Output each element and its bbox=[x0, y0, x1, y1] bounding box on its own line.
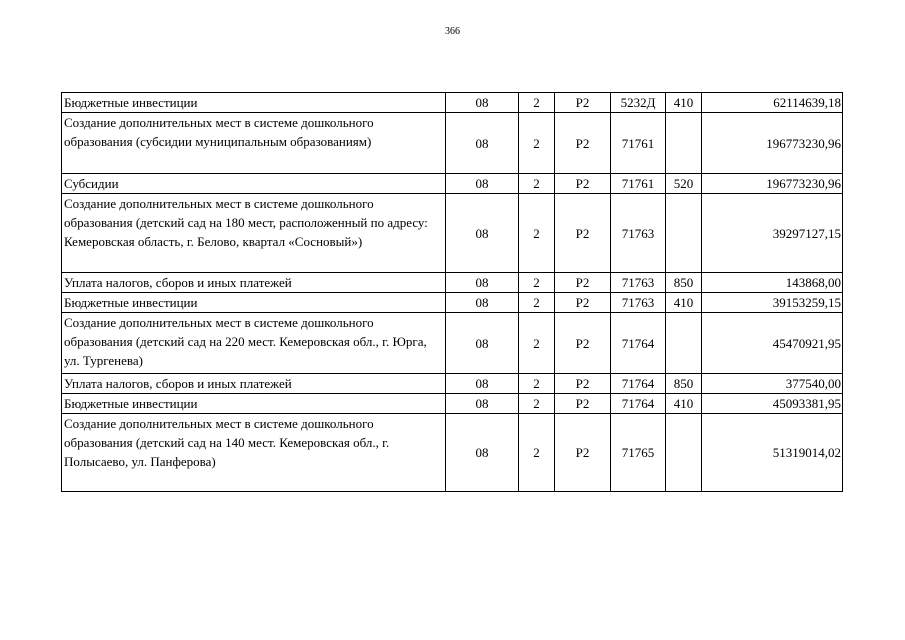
row-section: 08 bbox=[446, 374, 519, 394]
budget-table-body bbox=[62, 93, 843, 492]
page-number: 366 bbox=[445, 26, 460, 37]
table-row bbox=[62, 93, 843, 113]
row-section: 08 bbox=[446, 194, 519, 273]
row-program: P2 bbox=[555, 374, 611, 394]
row-direction: 71764 bbox=[611, 394, 666, 414]
row-program: P2 bbox=[555, 414, 611, 492]
row-section: 08 bbox=[446, 174, 519, 194]
row-direction: 71763 bbox=[611, 273, 666, 293]
table-row bbox=[62, 414, 843, 492]
row-program: P2 bbox=[555, 93, 611, 113]
row-subsection: 2 bbox=[519, 273, 555, 293]
row-expense-type bbox=[666, 414, 702, 492]
row-expense-type bbox=[666, 313, 702, 374]
row-section: 08 bbox=[446, 414, 519, 492]
row-subsection: 2 bbox=[519, 174, 555, 194]
row-name: Бюджетные инвестиции bbox=[62, 93, 446, 113]
row-direction: 71763 bbox=[611, 293, 666, 313]
table-row bbox=[62, 374, 843, 394]
row-expense-type: 850 bbox=[666, 273, 702, 293]
row-section: 08 bbox=[446, 313, 519, 374]
row-direction: 71761 bbox=[611, 174, 666, 194]
row-subsection: 2 bbox=[519, 313, 555, 374]
row-name: Создание дополнительных мест в системе дошкольного образования (детский сад на 140 мест. Кемеровская обл., г. Полысаево, ул. Панферова) bbox=[62, 414, 446, 492]
row-amount: 377540,00 bbox=[702, 374, 843, 394]
row-direction: 71763 bbox=[611, 194, 666, 273]
row-program: P2 bbox=[555, 313, 611, 374]
row-section: 08 bbox=[446, 113, 519, 174]
row-name: Уплата налогов, сборов и иных платежей bbox=[62, 273, 446, 293]
row-expense-type bbox=[666, 194, 702, 273]
row-direction: 71764 bbox=[611, 374, 666, 394]
row-direction: 71761 bbox=[611, 113, 666, 174]
row-direction: 71765 bbox=[611, 414, 666, 492]
table-row bbox=[62, 394, 843, 414]
row-program: P2 bbox=[555, 113, 611, 174]
row-section: 08 bbox=[446, 93, 519, 113]
row-direction: 5232Д bbox=[611, 93, 666, 113]
row-name: Создание дополнительных мест в системе дошкольного образования (детский сад на 220 мест. Кемеровская обл., г. Юрга, ул. Тургенева) bbox=[62, 313, 446, 374]
row-amount: 196773230,96 bbox=[702, 174, 843, 194]
table-row bbox=[62, 194, 843, 273]
row-name: Создание дополнительных мест в системе дошкольного образования (детский сад на 180 мест, расположенный по адресу: Кемеровская область, г. Белово, квартал «Сосновый») bbox=[62, 194, 446, 273]
row-amount: 45093381,95 bbox=[702, 394, 843, 414]
row-program: P2 bbox=[555, 273, 611, 293]
row-subsection: 2 bbox=[519, 394, 555, 414]
row-program: P2 bbox=[555, 194, 611, 273]
row-name: Уплата налогов, сборов и иных платежей bbox=[62, 374, 446, 394]
budget-table bbox=[61, 92, 843, 492]
row-section: 08 bbox=[446, 293, 519, 313]
row-expense-type: 850 bbox=[666, 374, 702, 394]
row-name: Субсидии bbox=[62, 174, 446, 194]
row-program: P2 bbox=[555, 293, 611, 313]
row-amount: 39153259,15 bbox=[702, 293, 843, 313]
row-section: 08 bbox=[446, 273, 519, 293]
table-row bbox=[62, 174, 843, 194]
row-subsection: 2 bbox=[519, 374, 555, 394]
row-expense-type: 410 bbox=[666, 394, 702, 414]
row-expense-type: 410 bbox=[666, 293, 702, 313]
row-name: Бюджетные инвестиции bbox=[62, 394, 446, 414]
row-amount: 143868,00 bbox=[702, 273, 843, 293]
row-subsection: 2 bbox=[519, 414, 555, 492]
row-subsection: 2 bbox=[519, 293, 555, 313]
row-subsection: 2 bbox=[519, 93, 555, 113]
row-program: P2 bbox=[555, 174, 611, 194]
table-row bbox=[62, 313, 843, 374]
row-amount: 39297127,15 bbox=[702, 194, 843, 273]
table-row bbox=[62, 293, 843, 313]
row-amount: 62114639,18 bbox=[702, 93, 843, 113]
table-row bbox=[62, 113, 843, 174]
row-subsection: 2 bbox=[519, 194, 555, 273]
row-amount: 51319014,02 bbox=[702, 414, 843, 492]
row-subsection: 2 bbox=[519, 113, 555, 174]
row-amount: 45470921,95 bbox=[702, 313, 843, 374]
row-name: Создание дополнительных мест в системе дошкольного образования (субсидии муниципальным образованиям) bbox=[62, 113, 446, 174]
row-program: P2 bbox=[555, 394, 611, 414]
row-expense-type: 410 bbox=[666, 93, 702, 113]
row-amount: 196773230,96 bbox=[702, 113, 843, 174]
row-section: 08 bbox=[446, 394, 519, 414]
row-direction: 71764 bbox=[611, 313, 666, 374]
row-name: Бюджетные инвестиции bbox=[62, 293, 446, 313]
table-row bbox=[62, 273, 843, 293]
row-expense-type bbox=[666, 113, 702, 174]
row-expense-type: 520 bbox=[666, 174, 702, 194]
